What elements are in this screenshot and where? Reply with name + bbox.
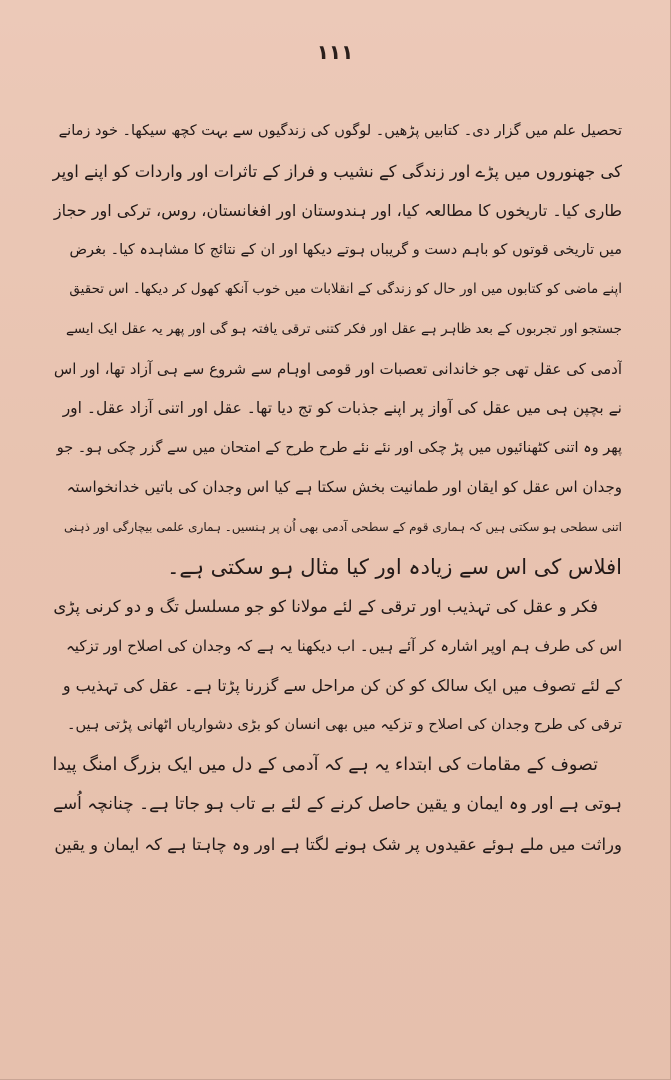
text-line: وراثت میں ملے ہوئے عقیدوں پر شک ہونے لگتا ہے اور وہ چاہتا ہے کہ ایمان و یقین	[54, 834, 622, 854]
text-line: طاری کیا۔ تاریخوں کا مطالعہ کیا، اور ہندوستان اور افغانستان، روس، ترکی اور حجاز	[53, 201, 622, 221]
text-line: کے لئے تصوف میں ایک سالک کو کن کن مراحل سے گزرنا پڑتا ہے۔ عقل کی تہذیب و	[62, 676, 622, 696]
text-line: میں تاریخی قوتوں کو باہم دست و گریباں ہوتے دیکھا اور ان کے نتائج کا مشاہدہ کیا۔ بغرض	[69, 241, 622, 258]
text-line: اس کی طرف ہم اوپر اشارہ کر آئے ہیں۔ اب دیکھنا یہ ہے کہ وجدان کی اصلاح اور تزکیہ	[66, 636, 622, 655]
text-line: نے بچپن ہی میں عقل کی آواز پر اپنے جذبات کو تج دیا تھا۔ عقل اور اتنی آزاد عقل۔ اور	[62, 399, 622, 418]
page-number: ۱۱۱	[316, 40, 354, 64]
text-line: ترقی کی طرح وجدان کی اصلاح و تزکیہ میں بھی انسان کو بڑی دشواریاں اٹھانی پڑتی ہیں۔	[66, 716, 622, 733]
text-line: کی جھنوروں میں پڑے اور زندگی کے نشیب و فراز کے تاثرات اور واردات کو اپنے اوپر	[52, 161, 622, 181]
text-line: فکر و عقل کی تہذیب اور ترقی کے لئے مولانا کو جو مسلسل تگ و دو کرنی پڑی	[53, 597, 598, 617]
body-text	[52, 112, 622, 864]
text-line: اپنے ماضی کو کتابوں میں اور حال کو زندگی کے انقلابات میں خوب آنکھ کھول کر دیکھا۔ اس تحقیق	[69, 281, 622, 298]
text-line: تحصیل علم میں گزار دی۔ کتابیں پڑھیں۔ لوگوں کی زندگیوں سے بہت کچھ سیکھا۔ خود زمانے	[58, 123, 622, 139]
text-line: وجدان اس عقل کو ایقان اور طمانیت بخش سکتا ہے کیا اس وجدان کی باتیں خدانخواستہ	[66, 478, 622, 497]
text-line: اتنی سطحی ہو سکتی ہیں کہ ہماری قوم کے سطحی آدمی بھی اُن پر ہنسیں۔ ہماری علمی بیچارگی اور ذہنی	[64, 519, 622, 534]
text-line: تصوف کے مقامات کی ابتداء یہ ہے کہ آدمی کے دل میں ایک بزرگ امنگ پیدا	[52, 754, 598, 775]
text-line: آدمی کی عقل تھی جو خاندانی تعصبات اور قومی اوہام سے شروع سے ہی آزاد تھا، اور اس	[53, 359, 622, 378]
text-line: افلاس کی اس سے زیادہ اور کیا مثال ہو سکتی ہے۔	[167, 554, 622, 579]
text-line: ہوتی ہے اور وہ ایمان و یقین حاصل کرنے کے لئے بے تاب ہو جاتا ہے۔ چنانچہ اُسے	[52, 794, 622, 815]
text-line: پھر وہ اتنی کٹھنائیوں میں پڑ چکی اور نئے نئے طرح طرح کے امتحان میں سے گزر چکی ہو۔ جو	[56, 439, 622, 456]
text-line: جستجو اور تجربوں کے بعد ظاہر ہے عقل اور فکر کتنی ترقی یافتہ ہو گی اور پھر یہ عقل ایک ایسے	[66, 320, 622, 337]
